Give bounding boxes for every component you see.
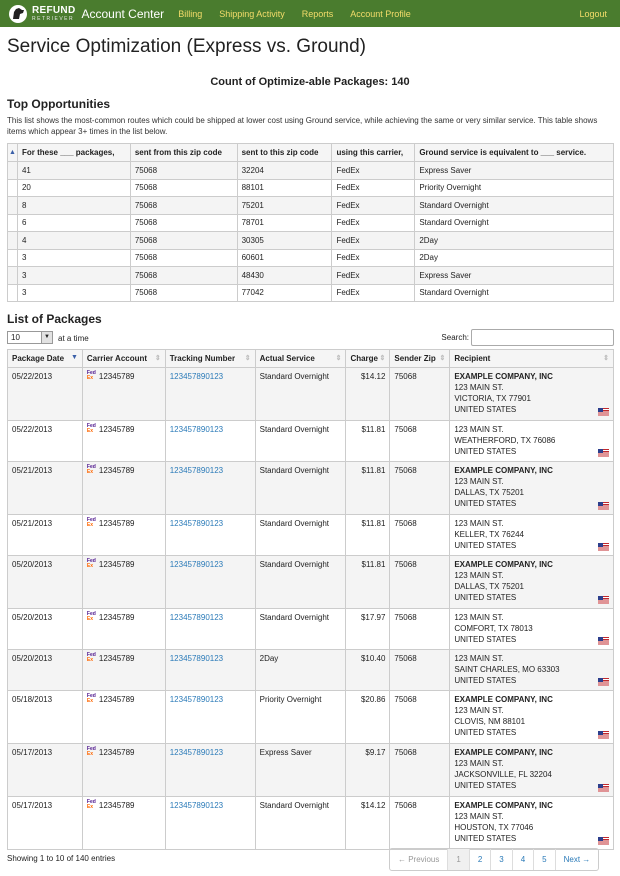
recipient-street: 123 MAIN ST. [454,519,504,528]
carrier-account-number: 12345789 [98,801,135,810]
package-count-cell: 41 [17,162,130,180]
sender-zip-cell: 75068 [390,691,450,744]
to-zip-cell: 30305 [237,232,332,250]
opportunity-row [8,249,614,267]
recipient-street: 123 MAIN ST. [454,571,504,580]
tracking-number-link[interactable]: 123457890123 [169,801,224,810]
recipient-country: UNITED STATES [454,405,517,414]
col-actual-service-label: Actual Service [259,354,315,363]
main-nav [178,9,428,19]
package-date-cell: 05/22/2013 [8,421,83,462]
page-size-select[interactable] [7,331,53,344]
fedex-logo-fe: Fed [86,746,96,752]
table-row [8,609,614,650]
recipient-company: EXAMPLE COMPANY, INC [454,695,553,704]
to-zip-cell: 32204 [237,162,332,180]
opportunity-row [8,232,614,250]
col-carrier[interactable]: using this carrier, [332,144,415,162]
from-zip-cell: 75068 [130,267,237,285]
to-zip-cell: 88101 [237,179,332,197]
carrier-account-number: 12345789 [98,519,135,528]
col-sender-zip[interactable] [390,350,450,368]
nav-account-profile[interactable]: Account Profile [350,8,411,19]
actual-service-cell: Standard Overnight [255,462,346,515]
fedex-logo-icon [87,747,97,757]
recipient-cell [450,797,614,850]
opportunity-row [8,179,614,197]
sort-desc-icon: ▼ [70,354,78,361]
tracking-number-link[interactable]: 123457890123 [169,372,224,381]
fedex-logo-fe: Fed [86,464,96,470]
tracking-number-cell [165,797,255,850]
logo-sub-text: RETRIEVER [32,15,75,22]
nav-billing[interactable]: Billing [178,8,203,19]
tracking-number-link[interactable]: 123457890123 [169,466,224,475]
col-carrier-account[interactable] [82,350,165,368]
carrier-account-number: 12345789 [98,560,135,569]
fedex-logo-ex: Ex [86,751,94,757]
charge-cell: $11.81 [346,462,390,515]
to-zip-cell: 78701 [237,214,332,232]
list-of-packages-heading: List of Packages [7,312,102,326]
carrier-account-cell [82,421,165,462]
from-zip-cell: 75068 [130,179,237,197]
top-opportunities-description: This list shows the most-common routes which could be shipped at lower cost using Ground service, while achieving the same or very similar service. This table shows items which appear 3+ times in the list below. [7,116,598,136]
package-count-cell: 6 [17,214,130,232]
recipient-street: 123 MAIN ST. [454,706,504,715]
recipient-city: SAINT CHARLES, MO 63303 [454,665,560,674]
recipient-cell [450,609,614,650]
tracking-number-link[interactable]: 123457890123 [169,748,224,757]
tracking-number-link[interactable]: 123457890123 [169,695,224,704]
col-package-date[interactable] [8,350,83,368]
sender-zip-cell: 75068 [390,650,450,691]
table-row [8,691,614,744]
fedex-logo-ex: Ex [86,657,94,663]
equivalent-service-cell: Standard Overnight [415,284,614,302]
fedex-logo-icon [87,371,97,381]
packages-table [7,349,614,850]
tracking-number-cell [165,462,255,515]
col-to-zip[interactable]: sent to this zip code [237,144,332,162]
col-actual-service[interactable] [255,350,346,368]
sort-asc-icon[interactable]: ▲ [8,144,18,162]
recipient-street: 123 MAIN ST. [454,654,504,663]
row-spacer [8,162,18,180]
to-zip-cell: 77042 [237,284,332,302]
sender-zip-cell: 75068 [390,744,450,797]
recipient-country: UNITED STATES [454,541,517,550]
fedex-logo-icon [87,518,97,528]
carrier-account-cell [82,462,165,515]
table-row [8,515,614,556]
tracking-number-link[interactable]: 123457890123 [169,519,224,528]
opportunities-header-row [8,144,614,162]
table-row [8,797,614,850]
charge-cell: $11.81 [346,556,390,609]
tracking-number-cell [165,368,255,421]
charge-cell: $10.40 [346,650,390,691]
recipient-street: 123 MAIN ST. [454,383,504,392]
recipient-country: UNITED STATES [454,499,517,508]
charge-cell: $11.81 [346,421,390,462]
fedex-logo-icon [87,559,97,569]
recipient-company: EXAMPLE COMPANY, INC [454,372,553,381]
col-charge[interactable] [346,350,390,368]
recipient-street: 123 MAIN ST. [454,425,504,434]
us-flag-icon [598,637,609,645]
carrier-account-number: 12345789 [98,372,135,381]
row-spacer [8,197,18,215]
package-count-cell: 8 [17,197,130,215]
from-zip-cell: 75068 [130,284,237,302]
col-charge-label: Charge [350,354,378,363]
recipient-cell [450,556,614,609]
recipient-street: 123 MAIN ST. [454,613,504,622]
page-title: Service Optimization (Express vs. Ground) [7,36,367,57]
recipient-city: WEATHERFORD, TX 76086 [454,436,556,445]
table-row [8,556,614,609]
row-spacer [8,284,18,302]
recipient-country: UNITED STATES [454,593,517,602]
carrier-account-cell [82,744,165,797]
nav-shipping-activity[interactable]: Shipping Activity [219,8,285,19]
package-date-cell: 05/22/2013 [8,368,83,421]
carrier-account-cell [82,368,165,421]
entries-info: Showing 1 to 10 of 140 entries [7,854,116,863]
actual-service-cell: Standard Overnight [255,556,346,609]
sender-zip-cell: 75068 [390,421,450,462]
fedex-logo-ex: Ex [86,563,94,569]
table-row [8,650,614,691]
opportunity-row [8,197,614,215]
package-count-cell: 3 [17,284,130,302]
to-zip-cell: 75201 [237,197,332,215]
recipient-street: 123 MAIN ST. [454,477,504,486]
logout-link[interactable]: Logout [579,9,607,19]
logo-main-text: REFUND [32,4,76,16]
page-3-button[interactable]: 3 [490,849,511,870]
fedex-logo-icon [87,465,97,475]
page-size-value: 10 [11,333,20,342]
recipient-cell [450,515,614,556]
tracking-number-cell [165,609,255,650]
recipient-city: HOUSTON, TX 77046 [454,823,534,832]
logo[interactable] [6,4,75,24]
opportunity-row [8,284,614,302]
col-tracking-number[interactable] [165,350,255,368]
actual-service-cell: 2Day [255,650,346,691]
recipient-company: EXAMPLE COMPANY, INC [454,801,553,810]
recipient-cell [450,744,614,797]
tracking-number-cell [165,421,255,462]
charge-cell: $11.81 [346,515,390,556]
fedex-logo-fe: Fed [86,558,96,564]
app-title: Account Center [81,6,165,21]
package-date-cell: 05/17/2013 [8,744,83,797]
us-flag-icon [598,784,609,792]
actual-service-cell: Standard Overnight [255,515,346,556]
package-date-cell: 05/20/2013 [8,609,83,650]
sender-zip-cell: 75068 [390,609,450,650]
col-from-zip[interactable]: sent from this zip code [130,144,237,162]
charge-cell: $9.17 [346,744,390,797]
carrier-cell: FedEx [332,267,415,285]
col-package-count[interactable]: For these ___ packages, [17,144,130,162]
sort-icon: ⇕ [379,355,386,362]
equivalent-service-cell: Priority Overnight [415,179,614,197]
row-spacer [8,179,18,197]
table-controls [7,331,614,347]
table-row [8,744,614,797]
carrier-cell: FedEx [332,214,415,232]
carrier-account-number: 12345789 [98,654,135,663]
recipient-cell [450,421,614,462]
table-row [8,462,614,515]
opportunity-row [8,162,614,180]
carrier-account-cell [82,691,165,744]
fedex-logo-fe: Fed [86,652,96,658]
page-size-label: at a time [58,334,89,343]
nav-reports[interactable]: Reports [301,8,334,19]
recipient-street: 123 MAIN ST. [454,759,504,768]
fedex-logo-icon [87,653,97,663]
recipient-city: VICTORIA, TX 77901 [454,394,531,403]
recipient-company: EXAMPLE COMPANY, INC [454,748,553,757]
carrier-account-number: 12345789 [98,613,135,622]
tracking-number-cell [165,744,255,797]
recipient-city: DALLAS, TX 75201 [454,488,524,497]
top-navbar [0,0,620,27]
tracking-number-link[interactable]: 123457890123 [169,654,224,663]
fedex-logo-ex: Ex [86,375,94,381]
us-flag-icon [598,731,609,739]
equivalent-service-cell: Standard Overnight [415,197,614,215]
us-flag-icon [598,596,609,604]
fedex-logo-icon [87,694,97,704]
carrier-account-cell [82,609,165,650]
carrier-account-cell [82,650,165,691]
page-4-button[interactable]: 4 [512,849,533,870]
page-1-button[interactable]: 1 [447,849,468,870]
recipient-country: UNITED STATES [454,834,517,843]
dog-logo-icon [6,4,30,24]
sender-zip-cell: 75068 [390,797,450,850]
carrier-account-cell [82,556,165,609]
package-count-cell: 3 [17,249,130,267]
sort-icon: ⇕ [335,355,342,362]
recipient-city: JACKSONVILLE, FL 32204 [454,770,552,779]
package-count-cell: 20 [17,179,130,197]
fedex-logo-fe: Fed [86,517,96,523]
pagination [389,848,599,871]
recipient-city: COMFORT, TX 78013 [454,624,533,633]
carrier-account-number: 12345789 [98,748,135,757]
page-2-button[interactable]: 2 [469,849,490,870]
search-input[interactable] [471,329,614,346]
carrier-account-number: 12345789 [98,425,135,434]
recipient-city: DALLAS, TX 75201 [454,582,524,591]
table-row [8,421,614,462]
us-flag-icon [598,678,609,686]
equivalent-service-cell: Express Saver [415,267,614,285]
recipient-country: UNITED STATES [454,676,517,685]
package-count-cell: 3 [17,267,130,285]
carrier-account-number: 12345789 [98,466,135,475]
us-flag-icon [598,837,609,845]
row-spacer [8,232,18,250]
sort-icon: ⇕ [154,355,161,362]
recipient-company: EXAMPLE COMPANY, INC [454,560,553,569]
charge-cell: $14.12 [346,797,390,850]
carrier-cell: FedEx [332,249,415,267]
recipient-country: UNITED STATES [454,635,517,644]
us-flag-icon [598,543,609,551]
fedex-logo-icon [87,800,97,810]
search-label: Search: [441,333,469,342]
from-zip-cell: 75068 [130,197,237,215]
row-spacer [8,214,18,232]
carrier-cell: FedEx [332,162,415,180]
carrier-account-cell [82,515,165,556]
actual-service-cell: Standard Overnight [255,421,346,462]
recipient-street: 123 MAIN ST. [454,812,504,821]
col-equivalent-service[interactable]: Ground service is equivalent to ___ service. [415,144,614,162]
tracking-number-cell [165,650,255,691]
opportunity-row [8,214,614,232]
from-zip-cell: 75068 [130,249,237,267]
charge-cell: $14.12 [346,368,390,421]
equivalent-service-cell: Express Saver [415,162,614,180]
actual-service-cell: Standard Overnight [255,609,346,650]
opportunity-row [8,267,614,285]
package-count-cell: 4 [17,232,130,250]
carrier-cell: FedEx [332,232,415,250]
page-5-button[interactable]: 5 [533,849,554,870]
charge-cell: $20.86 [346,691,390,744]
sort-icon: ⇕ [603,355,609,362]
sender-zip-cell: 75068 [390,556,450,609]
sort-icon: ⇕ [439,355,446,362]
carrier-account-cell [82,797,165,850]
col-carrier-account-label: Carrier Account [86,354,148,363]
fedex-logo-ex: Ex [86,522,94,528]
recipient-country: UNITED STATES [454,447,517,456]
col-recipient[interactable] [450,350,614,368]
recipient-cell [450,462,614,515]
us-flag-icon [598,502,609,510]
from-zip-cell: 75068 [130,214,237,232]
sender-zip-cell: 75068 [390,515,450,556]
tracking-number-cell [165,556,255,609]
equivalent-service-cell: Standard Overnight [415,214,614,232]
table-row [8,368,614,421]
actual-service-cell: Express Saver [255,744,346,797]
packages-header-row [8,350,614,368]
from-zip-cell: 75068 [130,162,237,180]
fedex-logo-fe: Fed [86,799,96,805]
recipient-country: UNITED STATES [454,728,517,737]
equivalent-service-cell: 2Day [415,249,614,267]
from-zip-cell: 75068 [130,232,237,250]
carrier-account-number: 12345789 [98,695,135,704]
carrier-cell: FedEx [332,179,415,197]
fedex-logo-fe: Fed [86,693,96,699]
fedex-logo-icon [87,612,97,622]
fedex-logo-ex: Ex [86,428,94,434]
col-sender-zip-label: Sender Zip [394,354,436,363]
col-tracking-number-label: Tracking Number [169,354,236,363]
fedex-logo-ex: Ex [86,804,94,810]
recipient-company: EXAMPLE COMPANY, INC [454,466,553,475]
tracking-number-cell [165,691,255,744]
charge-cell: $17.97 [346,609,390,650]
tracking-number-cell [165,515,255,556]
package-date-cell: 05/20/2013 [8,556,83,609]
actual-service-cell: Priority Overnight [255,691,346,744]
recipient-city: KELLER, TX 76244 [454,530,524,539]
optimizable-count: Count of Optimize-able Packages: 140 [210,76,410,88]
to-zip-cell: 60601 [237,249,332,267]
next-page-button[interactable]: Next → [555,849,599,870]
us-flag-icon [598,449,609,457]
col-recipient-label: Recipient [454,354,491,363]
fedex-logo-icon [87,424,97,434]
package-date-cell: 05/18/2013 [8,691,83,744]
actual-service-cell: Standard Overnight [255,368,346,421]
equivalent-service-cell: 2Day [415,232,614,250]
previous-page-button[interactable]: ← Previous [398,855,440,864]
sender-zip-cell: 75068 [390,462,450,515]
package-date-cell: 05/21/2013 [8,462,83,515]
row-spacer [8,267,18,285]
top-opportunities-heading: Top Opportunities [7,97,111,111]
recipient-country: UNITED STATES [454,781,517,790]
tracking-number-link[interactable]: 123457890123 [169,560,224,569]
recipient-cell [450,691,614,744]
chevron-down-icon[interactable]: ▼ [41,332,52,343]
package-date-cell: 05/21/2013 [8,515,83,556]
tracking-number-link[interactable]: 123457890123 [169,613,224,622]
actual-service-cell: Standard Overnight [255,797,346,850]
opportunities-table [7,143,614,302]
recipient-city: CLOVIS, NM 88101 [454,717,526,726]
recipient-cell [450,650,614,691]
row-spacer [8,249,18,267]
us-flag-icon [598,408,609,416]
tracking-number-link[interactable]: 123457890123 [169,425,224,434]
carrier-cell: FedEx [332,197,415,215]
col-package-date-label: Package Date [12,354,65,363]
sort-icon: ⇕ [244,355,251,362]
fedex-logo-ex: Ex [86,616,94,622]
fedex-logo-ex: Ex [86,698,94,704]
fedex-logo-ex: Ex [86,469,94,475]
package-date-cell: 05/20/2013 [8,650,83,691]
fedex-logo-fe: Fed [86,423,96,429]
sender-zip-cell: 75068 [390,368,450,421]
package-date-cell: 05/17/2013 [8,797,83,850]
fedex-logo-fe: Fed [86,370,96,376]
recipient-cell [450,368,614,421]
fedex-logo-fe: Fed [86,611,96,617]
carrier-cell: FedEx [332,284,415,302]
to-zip-cell: 48430 [237,267,332,285]
